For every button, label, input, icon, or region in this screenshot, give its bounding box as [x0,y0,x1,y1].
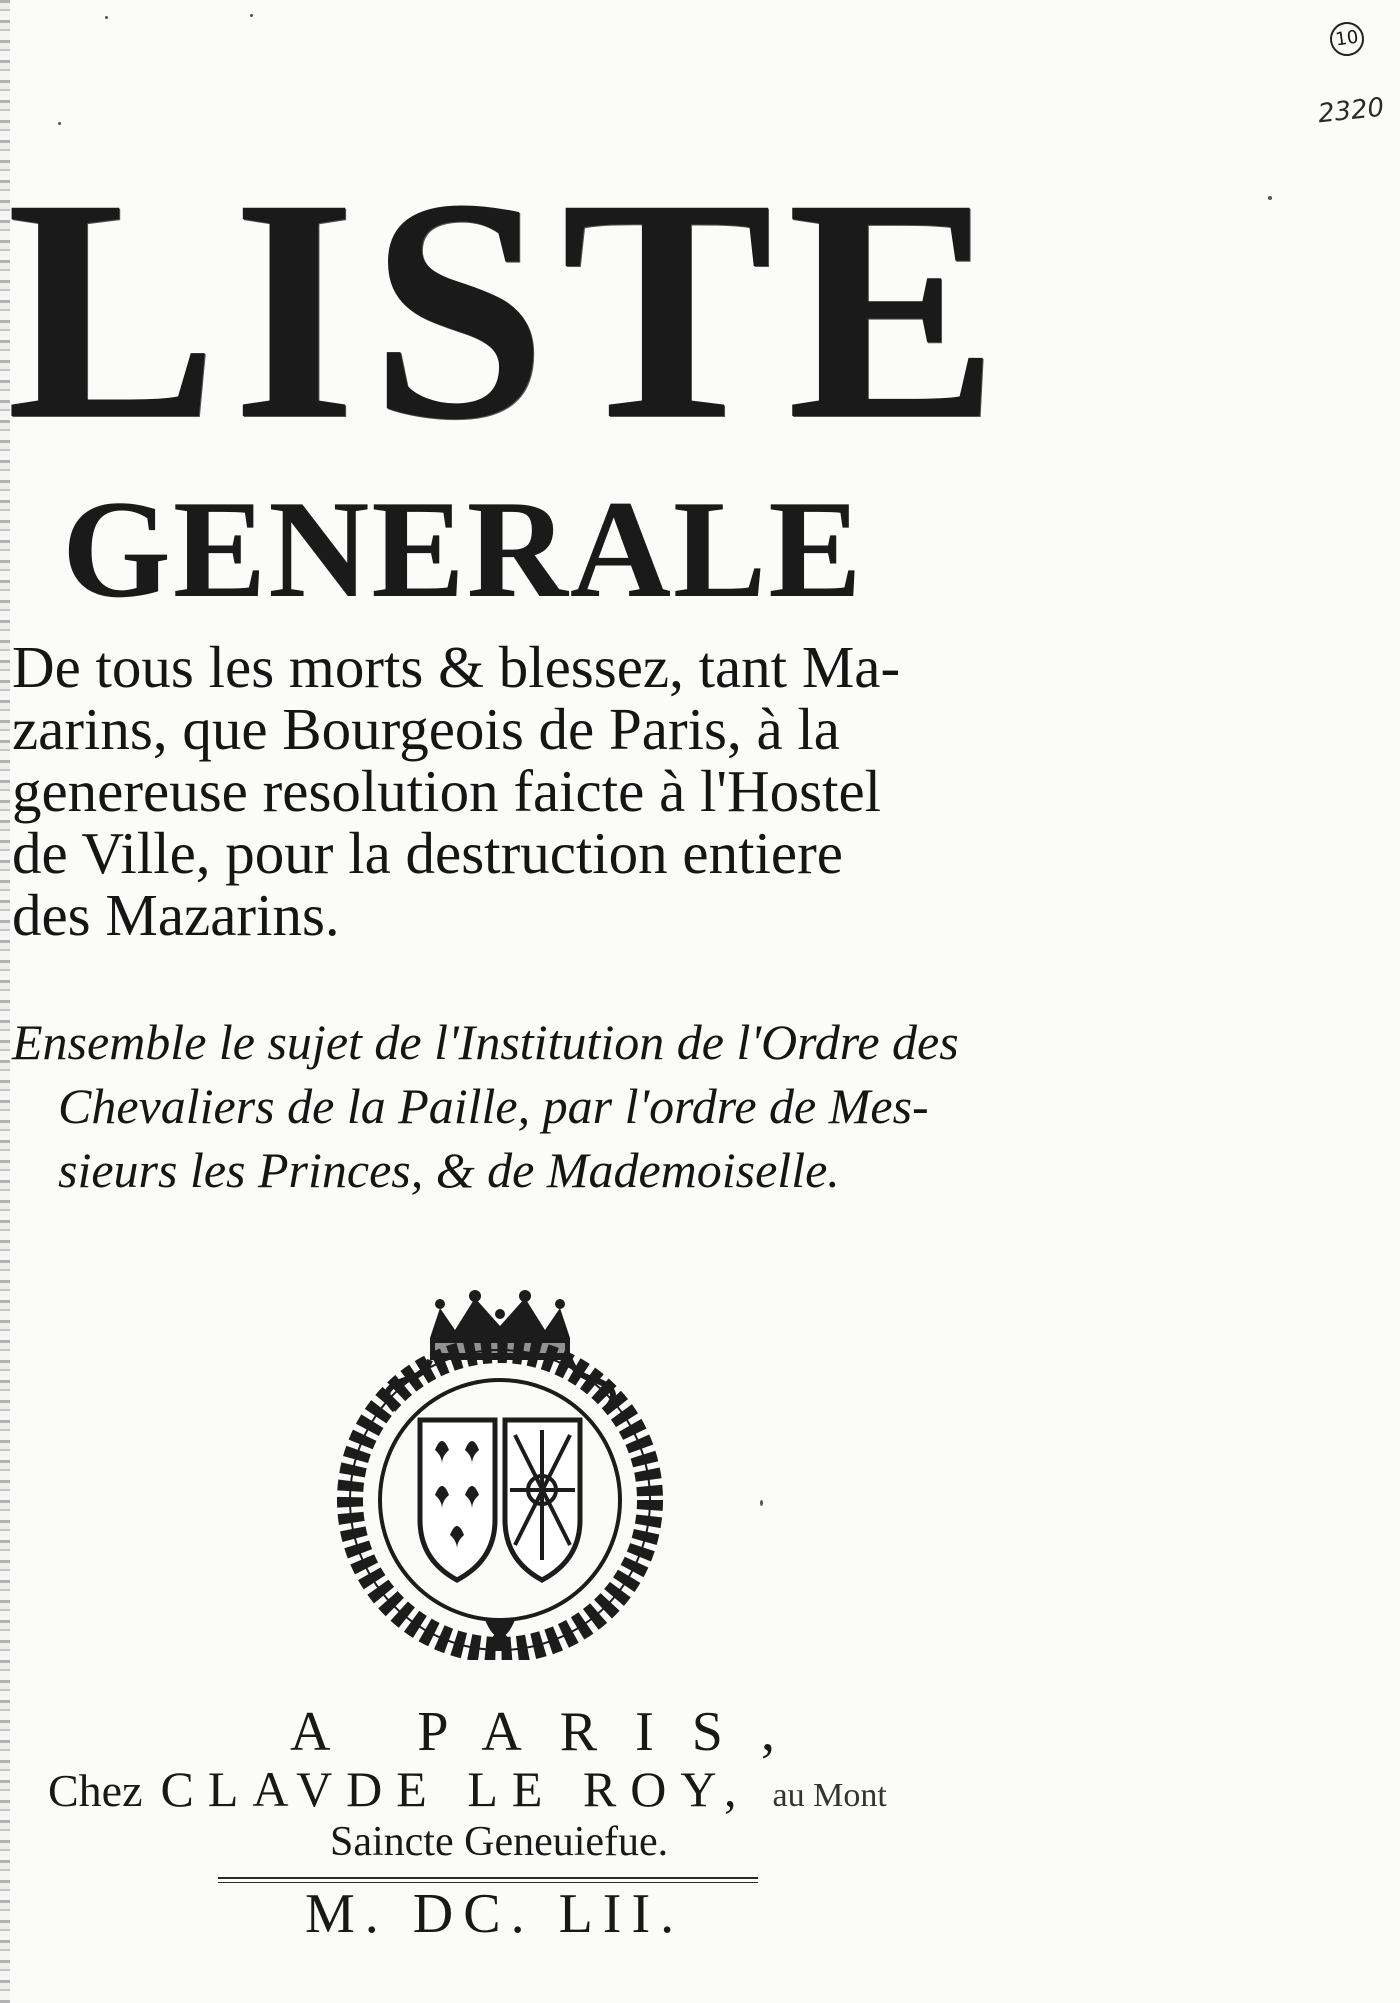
imprint-publisher-line [48,1760,1048,1818]
description-line: genereuse resolution faicte à l'Hostel [12,758,882,824]
subtitle [12,1010,1042,1202]
description-line: de Ville, pour la destruction entiere [12,820,843,886]
imprint-location: au Mont [772,1777,887,1814]
imprint-publisher-name: CLAVDE LE ROY, [160,1761,751,1817]
scan-speck [105,16,108,19]
imprint-date: M. DC. LII. [305,1883,685,1945]
description-line: des Mazarins. [12,882,340,948]
circled-annotation: 10 [1328,20,1366,58]
title-main: LISTE [6,133,1013,485]
scan-speck [760,1500,763,1506]
subtitle-line: Ensemble le sujet de l'Institution de l'Ordre des [12,1014,959,1070]
imprint-chez: Chez [48,1765,143,1816]
subtitle-line: sieurs les Princes, & de Mademoiselle. [58,1142,840,1198]
royal-coat-of-arms-icon [335,1290,665,1660]
catalog-annotation: 2320 [1316,92,1386,130]
scan-speck [250,14,253,17]
description-line: De tous les morts & blessez, tant Ma- [12,634,901,700]
description [12,636,1032,946]
scan-speck [1268,196,1272,200]
subtitle-line: Chevaliers de la Paille, par l'ordre de Mes- [58,1078,929,1134]
scan-speck [58,122,61,125]
title-sub: GENERALE [62,472,864,627]
description-line: zarins, que Bourgeois de Paris, à la [12,696,840,762]
imprint-city: A PARIS, [290,1701,813,1763]
imprint-address: Saincte Geneuiefue. [330,1819,669,1865]
